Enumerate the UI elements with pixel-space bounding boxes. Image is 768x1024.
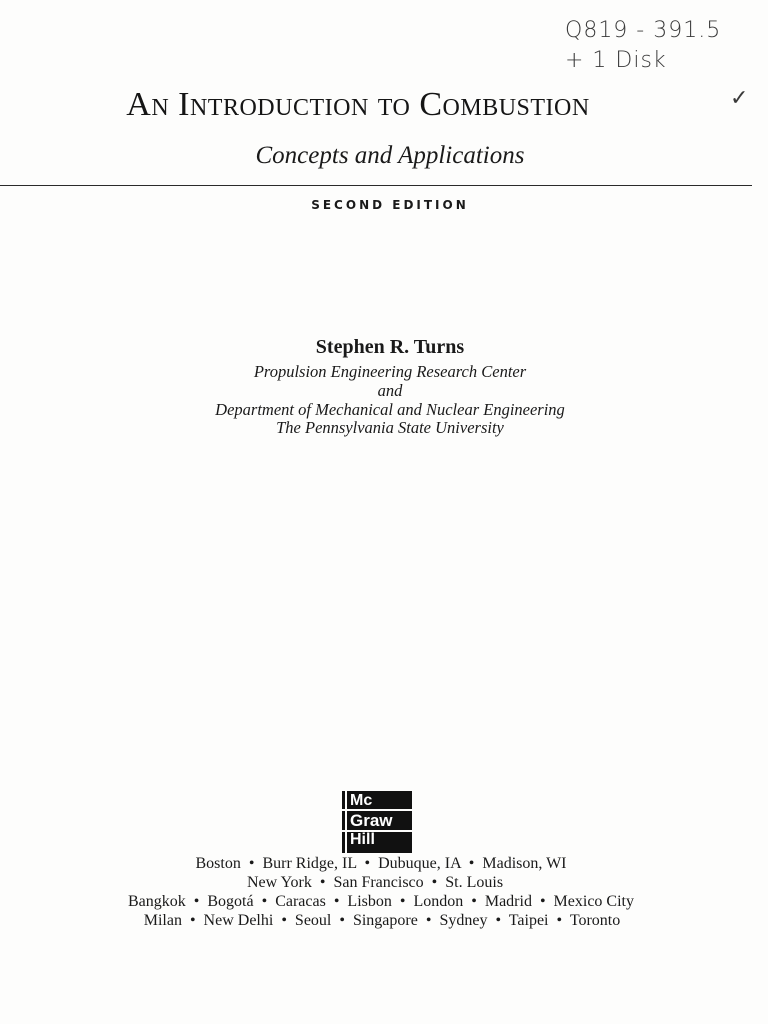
affiliation-conjunction: and xyxy=(377,381,403,400)
logo-line-1: Mc xyxy=(350,792,373,809)
title-divider xyxy=(0,185,752,186)
edition-label: SECOND EDITION xyxy=(311,198,469,212)
book-title xyxy=(0,86,768,124)
publisher-cities-line-2: New York • San Francisco • St. Louis xyxy=(246,874,504,891)
publisher-cities-line-3: Bangkok • Bogotá • Caracas • Lisbon • London • Madrid • Mexico City xyxy=(128,893,634,910)
author-affiliation-2: Department of Mechanical and Nuclear Engineering xyxy=(215,400,565,419)
logo-line-2: Graw xyxy=(350,811,393,830)
handwritten-disk-note: + 1 Disk xyxy=(565,48,667,73)
author-affiliation-1: Propulsion Engineering Research Center xyxy=(253,362,527,381)
book-subtitle: Concepts and Applications xyxy=(255,142,525,169)
author-name: Stephen R. Turns xyxy=(315,336,465,358)
book-title-text: An Introduction to Combustion xyxy=(126,86,590,123)
handwritten-checkmark-icon: ✓ xyxy=(730,86,750,111)
author-university: The Pennsylvania State University xyxy=(276,418,504,437)
logo-line-3: Hill xyxy=(350,831,375,848)
publisher-cities-line-4: Milan • New Delhi • Seoul • Singapore • Sydney • Taipei • Toronto xyxy=(143,912,621,929)
handwritten-call-number: Q819 - 391.5 xyxy=(565,18,722,43)
publisher-logo xyxy=(342,791,412,853)
publisher-cities-line-1: Boston • Burr Ridge, IL • Dubuque, IA • Madison, WI xyxy=(195,855,567,872)
